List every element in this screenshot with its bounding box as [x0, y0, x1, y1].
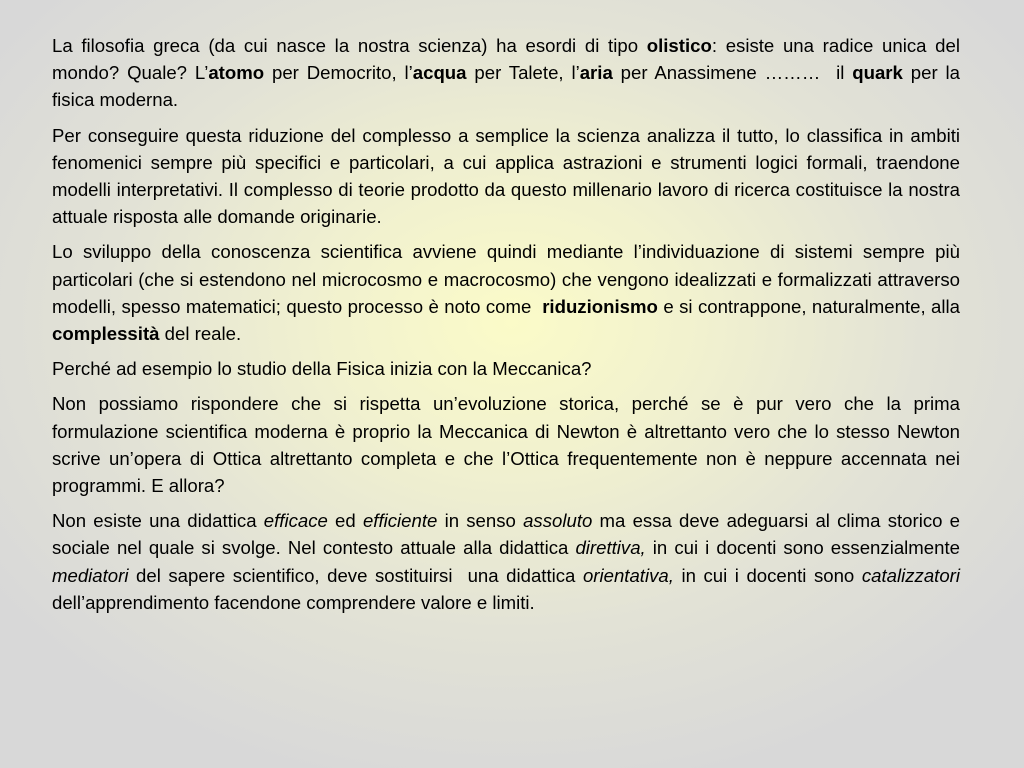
- paragraph-question-meccanica: [52, 355, 960, 382]
- italic-term: efficace: [263, 510, 328, 532]
- italic-term: orientativa,: [582, 564, 674, 586]
- italic-term: assoluto: [523, 510, 593, 532]
- bold-term: aria: [579, 62, 613, 84]
- slide-body: [52, 32, 966, 624]
- text-run: ed: [327, 510, 363, 532]
- bold-term: complessità: [52, 323, 160, 345]
- text-run: Perché ad esempio lo studio della Fisica inizia con la Meccanica?: [52, 358, 592, 380]
- text-run: Non esiste una didattica: [52, 510, 264, 532]
- paragraph-didattica: [52, 507, 966, 616]
- italic-term: mediatori: [52, 564, 129, 586]
- bold-term: riduzionismo: [542, 295, 658, 317]
- text-run: Per conseguire questa riduzione del complesso a semplice la scienza analizza il tutto, lo classifica in ambiti fenomenici sempre più specifici e particolari, a cui applica astrazioni e strumenti logici formali, traendone modelli interpretativi. Il complesso di teorie prodotto da questo millenario lavoro di ricerca costituisce la nostra attuale risposta alle domande originarie.: [52, 124, 966, 228]
- italic-term: efficiente: [362, 510, 438, 532]
- text-run: : esiste una radice unica del mondo? Quale? L’: [52, 35, 966, 84]
- bold-term: atomo: [208, 62, 265, 84]
- text-run: in cui i docenti sono: [673, 564, 862, 586]
- text-run: Non possiamo rispondere che si rispetta un’evoluzione storica, perché se è pur vero che la prima formulazione scientifica moderna è proprio la Meccanica di Newton è altrettanto vero che lo stesso Newton scrive un’opera di Ottica altrettanto completa e che l’Ottica frequentemente non è neppure accennata nei programmi. E allora?: [52, 393, 966, 497]
- bold-term: olistico: [646, 35, 712, 56]
- text-run: in cui i docenti sono essenzialmente: [645, 537, 966, 559]
- paragraph-riduzione: [52, 122, 966, 231]
- text-run: per Democrito, l’: [264, 62, 413, 84]
- text-run: dell’apprendimento facendone comprendere valore e limiti.: [52, 564, 966, 613]
- bold-term: quark: [852, 62, 903, 84]
- text-run: La filosofia greca (da cui nasce la nostra scienza) ha esordi di tipo: [52, 35, 647, 56]
- text-run: del reale.: [159, 323, 242, 345]
- italic-term: direttiva,: [575, 537, 646, 559]
- text-run: del sapere scientifico, deve sostituirsi una didattica: [128, 564, 583, 586]
- text-run: in senso: [437, 510, 524, 532]
- text-run: per Anassimene ……… il: [612, 62, 853, 84]
- paragraph-riduzionismo: [52, 238, 966, 347]
- italic-term: catalizzatori: [861, 564, 960, 586]
- text-run: e si contrappone, naturalmente, alla: [657, 295, 966, 317]
- bold-term: acqua: [412, 62, 467, 84]
- text-run: per Talete, l’: [466, 62, 580, 84]
- paragraph-newton: [52, 390, 966, 499]
- text-run: Lo sviluppo della conoscenza scientifica avviene quindi mediante l’individuazione di sistemi sempre più particolari (che si estendono nel microcosmo e macrocosmo) che vengono idealizzati e formalizzati attraverso modelli, spesso matematici; questo processo è noto come: [52, 241, 966, 317]
- text-run: per la fisica moderna.: [52, 62, 966, 111]
- paragraph-olistico: [52, 32, 966, 114]
- text-run: ma essa deve adeguarsi al clima storico e sociale nel quale si svolge. Nel contesto attuale alla didattica: [52, 510, 966, 559]
